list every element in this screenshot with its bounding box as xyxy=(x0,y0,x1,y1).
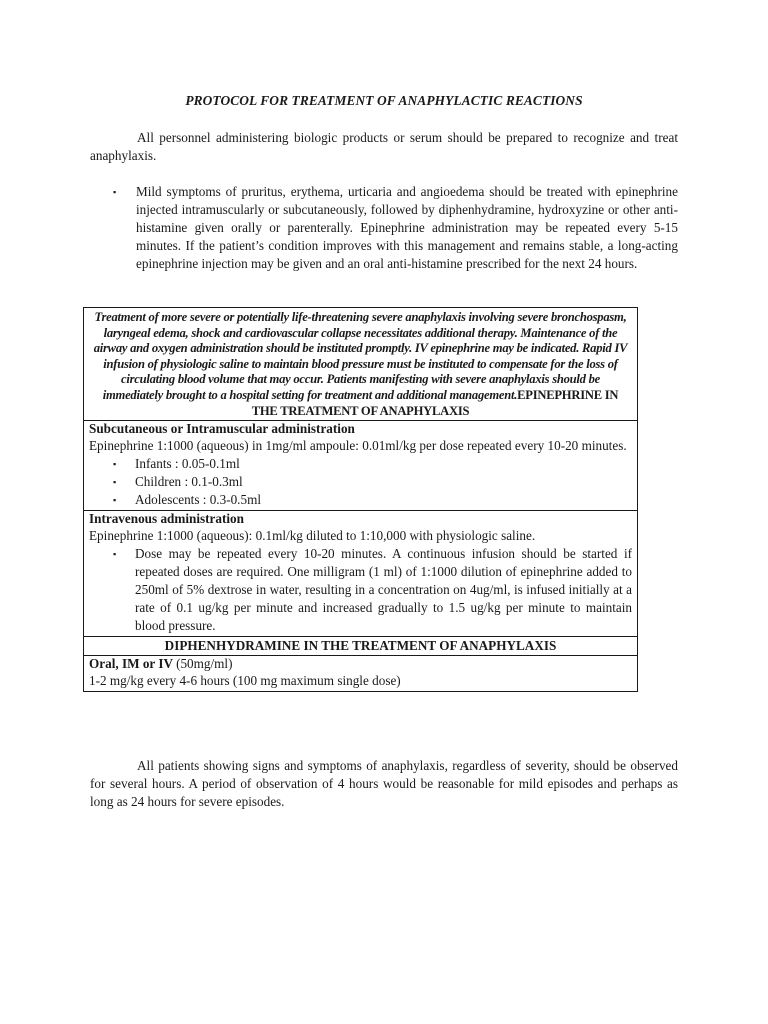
closing-paragraph: All patients showing signs and symptoms of anaphylaxis, regardless of severity, should be observed for several hours. A period of observation of 4 hours would be reasonable for mild episodes and perhaps as long as 24 hours for severe episodes. xyxy=(90,758,678,809)
severe-anaphylaxis-text: Treatment of more severe or potentially life-threatening severe anaphylaxis involving severe bronchospasm, laryngeal edema, shock and cardiovascular collapse necessitates additional therapy. Maintenance of the airway and oxygen administration should be instituted promptly. IV epinephrine may be indicated. Rapid IV infusion of physiologic saline to maintain blood pressure must be instituted to compensate for the loss of circulating blood volume that may occur. Patients manifesting with severe anaphylaxis should be immediately brought to a hospital setting for treatment and additional management. xyxy=(93,310,628,402)
table-row xyxy=(84,637,638,656)
table-row xyxy=(84,656,638,691)
square-bullet-icon: ▪ xyxy=(113,187,117,197)
diphenhydramine-dose: 1-2 mg/kg every 4-6 hours (100 mg maximum single dose) xyxy=(89,673,401,689)
treatment-table xyxy=(83,307,638,692)
square-bullet-icon: ▪ xyxy=(113,477,117,488)
severe-anaphylaxis-cell xyxy=(84,308,638,421)
subq-dose: Epinephrine 1:1000 (aqueous) in 1mg/ml ampoule: 0.01ml/kg per dose repeated every 10-20 minutes. xyxy=(89,438,627,454)
iv-cell xyxy=(84,511,638,637)
intro-paragraph: All personnel administering biologic products or serum should be prepared to recognize and treat anaphylaxis. xyxy=(90,130,678,163)
square-bullet-icon: ▪ xyxy=(113,459,117,470)
table-row xyxy=(84,308,638,421)
diphenhydramine-route: Oral, IM or IV xyxy=(89,656,173,672)
square-bullet-icon: ▪ xyxy=(113,495,117,506)
iv-infusion-text: Dose may be repeated every 10-20 minutes. A continuous infusion should be started if repeated doses are required. One milligram (1 ml) of 1:1000 dilution of epinephrine added to 250ml of 5% dextrose in water, resulting in a concentration on 4ug/ml, is infused initially at a rate of 0.1 ug/kg per minute and increased gradually to 1.5 ug/kg per minute to maintain blood pressure. xyxy=(135,546,632,634)
list-item xyxy=(89,455,632,473)
subq-heading: Subcutaneous or Intramuscular administration xyxy=(89,421,355,437)
dose-children: Children : 0.1-0.3ml xyxy=(135,474,243,490)
dose-infants: Infants : 0.05-0.1ml xyxy=(135,456,240,472)
mild-symptoms-list xyxy=(90,183,678,273)
subq-cell xyxy=(84,421,638,511)
mild-symptoms-text: Mild symptoms of pruritus, erythema, urticaria and angioedema should be treated with epinephrine injected intramuscularly or subcutaneously, followed by diphenhydramine, hydroxyzine or other anti-histamine given orally or parenterally. Epinephrine administration may be repeated every 5-15 minutes. If the patient’s condition improves with this management and remains stable, a long-acting epinephrine injection may be given and an oral anti-histamine prescribed for the next 24 hours. xyxy=(136,184,678,271)
table-row xyxy=(84,511,638,637)
iv-dose: Epinephrine 1:1000 (aqueous): 0.1ml/kg diluted to 1:10,000 with physiologic saline. xyxy=(89,528,536,544)
iv-heading: Intravenous administration xyxy=(89,511,244,527)
document-title: PROTOCOL FOR TREATMENT OF ANAPHYLACTIC REACTIONS xyxy=(185,93,583,108)
epinephrine-heading: EPINEPHRINE IN THE TREATMENT OF ANAPHYLAXIS xyxy=(251,387,619,418)
dose-adolescents: Adolescents : 0.3-0.5ml xyxy=(135,492,261,508)
list-item xyxy=(89,473,632,491)
list-item xyxy=(89,491,632,509)
diphenhydramine-route-line xyxy=(89,656,632,672)
diphenhydramine-heading: DIPHENHYDRAMINE IN THE TREATMENT OF ANAPHYLAXIS xyxy=(84,637,638,656)
square-bullet-icon: ▪ xyxy=(113,549,117,560)
iv-dose-list xyxy=(89,545,632,635)
table-row xyxy=(84,421,638,511)
diphenhydramine-cell xyxy=(84,656,638,691)
list-item xyxy=(90,183,678,273)
subq-dose-list xyxy=(89,455,632,509)
diphenhydramine-concentration: (50mg/ml) xyxy=(176,656,233,672)
list-item xyxy=(89,545,632,635)
